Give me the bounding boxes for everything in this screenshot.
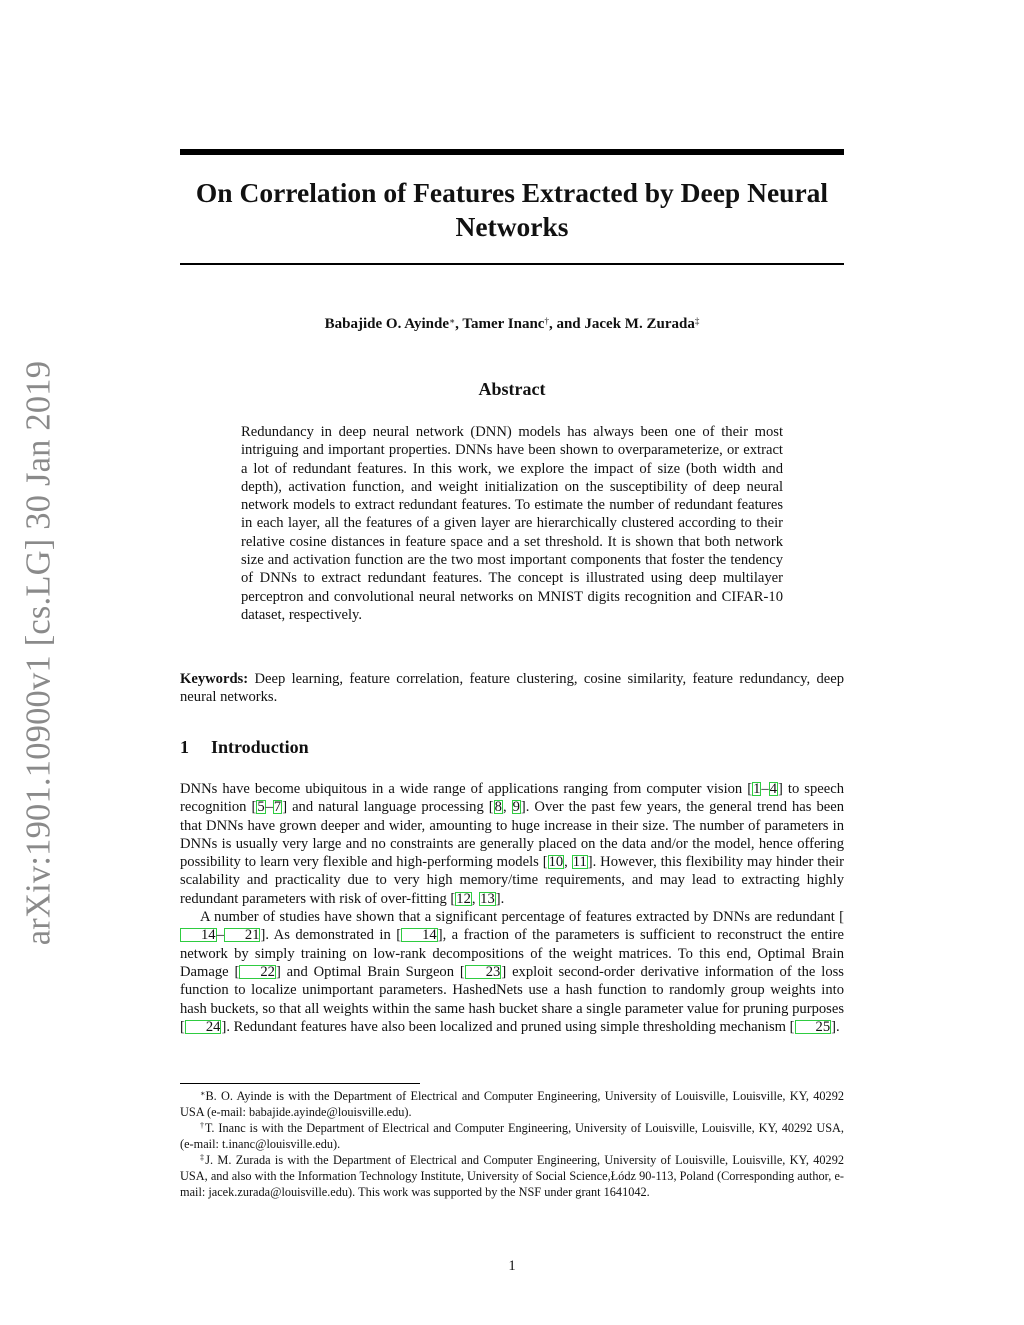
page-number: 1: [508, 1258, 516, 1274]
intro-paragraph-2: [180, 908, 844, 1036]
introduction-body: [180, 780, 844, 1036]
footnote-rule: [180, 1083, 420, 1084]
abstract-text: Redundancy in deep neural network (DNN) models has always been one of their most intriguing and important properties. DNNs have been shown to overparameterize, or extract a lot of redundant features. In this work, we explore the impact of size (both width and depth), activation function, and weight initialization on the susceptibility of deep neural network models to extract redundant features. To estimate the number of redundant features in each layer, all the features of a given layer are hierarchically clustered according to their relative cosine distances in feature space and a set threshold. It is shown that both network size and activation function are the two most important components that foster the tendency of DNNs to extract redundant features. The concept is illustrated using deep multilayer perceptron and convolutional neural networks on MNIST digits recognition and CIFAR-10 dataset, respectively.: [241, 424, 783, 623]
text-run: ,: [471, 890, 480, 907]
text-run: ] and Optimal Brain Surgeon [: [275, 963, 465, 980]
citation-link[interactable]: 12: [456, 890, 471, 907]
footnote-mark: ∗: [200, 1089, 206, 1098]
citation-link[interactable]: 14: [401, 928, 438, 942]
footnote-text: J. M. Zurada is with the Department of Electrical and Computer Engineering, University of Louisville, Louisville, KY, 40292 USA, and also with the Information Technology Institute, University of Social Science,Łódz 90-113, Poland (Corresponding author, e-mail: jacek.zurada@louisville.edu). This work was supported by the NSF under grant 1641042.: [180, 1153, 844, 1199]
title-top-rule: [180, 149, 844, 155]
footnote-inanc: [180, 1120, 844, 1152]
text-run: –: [761, 781, 769, 797]
footnote-mark: †: [200, 1121, 205, 1130]
citation-link[interactable]: 14: [180, 928, 217, 942]
footnote-text: T. Inanc is with the Department of Electrical and Computer Engineering, University of Louisville, Louisville, KY, 40292 USA, (e-mail: t.inanc@louisville.edu).: [180, 1121, 844, 1151]
footnote-text: B. O. Ayinde is with the Department of Electrical and Computer Engineering, University of Louisville, Louisville, KY, 40292 USA (e-mail: babajide.ayinde@louisville.edu).: [180, 1089, 844, 1119]
text-run: –: [216, 927, 224, 944]
citation-link[interactable]: 4: [769, 781, 778, 797]
citation-link[interactable]: 23: [465, 965, 502, 979]
text-run: ]. Over the past few years, the general trend has been that DNNs have grown deeper and wider, amounting to huge increase in their size. The number of parameters in DNNs is usually very large and no constraints are generally placed on the data and/or the model, hence offering possibility to learn very flexible and high-performing models [: [180, 799, 845, 871]
text-run: ]. However, this flexibility may hinder their scalability and practicality due to very high memory/time requirements, and may lead to extracting highly redundant parameters with risk of over-fitting [: [180, 854, 844, 907]
text-run: DNNs have become ubiquitous in a wide range of applications ranging from computer vision [: [180, 781, 753, 797]
text-run: ], a fraction of the parameters is sufficient to reconstruct the entire network by simply training on low-rank decompositions of the weight matrices. To this end, Optimal Brain Damage [: [180, 927, 844, 980]
citation-link[interactable]: 13: [480, 890, 495, 907]
text-run: ].: [831, 1018, 840, 1035]
text-run: A number of studies have shown that a significant percentage of features extracted by DNNs are redundant [: [200, 909, 844, 926]
author-ayinde-mark[interactable]: ∗: [449, 316, 456, 326]
author-zurada-mark[interactable]: ‡: [694, 316, 700, 326]
keywords-list: Deep learning, feature correlation, feature clustering, cosine similarity, feature redundancy, deep neural networks.: [180, 671, 844, 706]
text-run: ] and natural language processing [: [282, 799, 494, 816]
text-run: ] exploit second-order derivative information of the loss function to localize unimportant parameters. HashedNets use a hash function to randomly group weights into hash buckets, so that all weights within the same hash bucket share a single parameter value for pruning purposes [: [180, 963, 844, 1035]
footnote-zurada: [180, 1152, 844, 1200]
citation-link[interactable]: 10: [548, 854, 564, 871]
citation-link[interactable]: 22: [239, 965, 276, 979]
section-title: Introduction: [211, 737, 309, 757]
footnotes: [180, 1088, 844, 1200]
keywords-paragraph: [180, 670, 844, 707]
author-ayinde: Babajide O. Ayinde: [324, 316, 450, 332]
citation-link[interactable]: 25: [795, 1020, 832, 1034]
footnote-ayinde: [180, 1088, 844, 1120]
abstract-heading: Abstract: [478, 379, 546, 399]
citation-link[interactable]: 24: [185, 1020, 222, 1034]
citation-link[interactable]: 9: [512, 799, 520, 816]
author-line: [180, 314, 844, 334]
author-zurada: , and Jacek M. Zurada: [548, 316, 695, 332]
text-run: –: [265, 799, 273, 816]
paper-title: On Correlation of Features Extracted by Deep Neural Networks: [195, 177, 829, 242]
section-number: 1: [180, 737, 189, 757]
text-run: ,: [502, 799, 512, 816]
text-run: ] to speech recognition [: [180, 781, 844, 816]
citation-link[interactable]: 11: [572, 854, 587, 871]
title-bottom-rule: [180, 263, 844, 265]
author-inanc-mark[interactable]: †: [544, 316, 549, 326]
footnote-mark: ‡: [200, 1153, 206, 1162]
citation-link[interactable]: 21: [224, 928, 261, 942]
citation-link[interactable]: 5: [257, 799, 265, 816]
intro-paragraph-1: [180, 780, 844, 908]
author-inanc: , Tamer Inanc: [455, 316, 545, 332]
arxiv-identifier-stamp: arXiv:1901.10900v1 [cs.LG] 30 Jan 2019: [19, 360, 58, 946]
citation-link[interactable]: 7: [273, 799, 282, 816]
citation-link[interactable]: 1: [753, 781, 761, 797]
keywords-label: Keywords:: [180, 671, 249, 687]
citation-link[interactable]: 8: [494, 799, 502, 816]
text-run: ]. Redundant features have also been localized and pruned using simple thresholding mechanism [: [221, 1018, 795, 1035]
text-run: ].: [495, 890, 505, 907]
section-heading-introduction: [180, 735, 309, 759]
text-run: ]. As demonstrated in [: [260, 927, 402, 944]
text-run: ,: [564, 854, 572, 871]
